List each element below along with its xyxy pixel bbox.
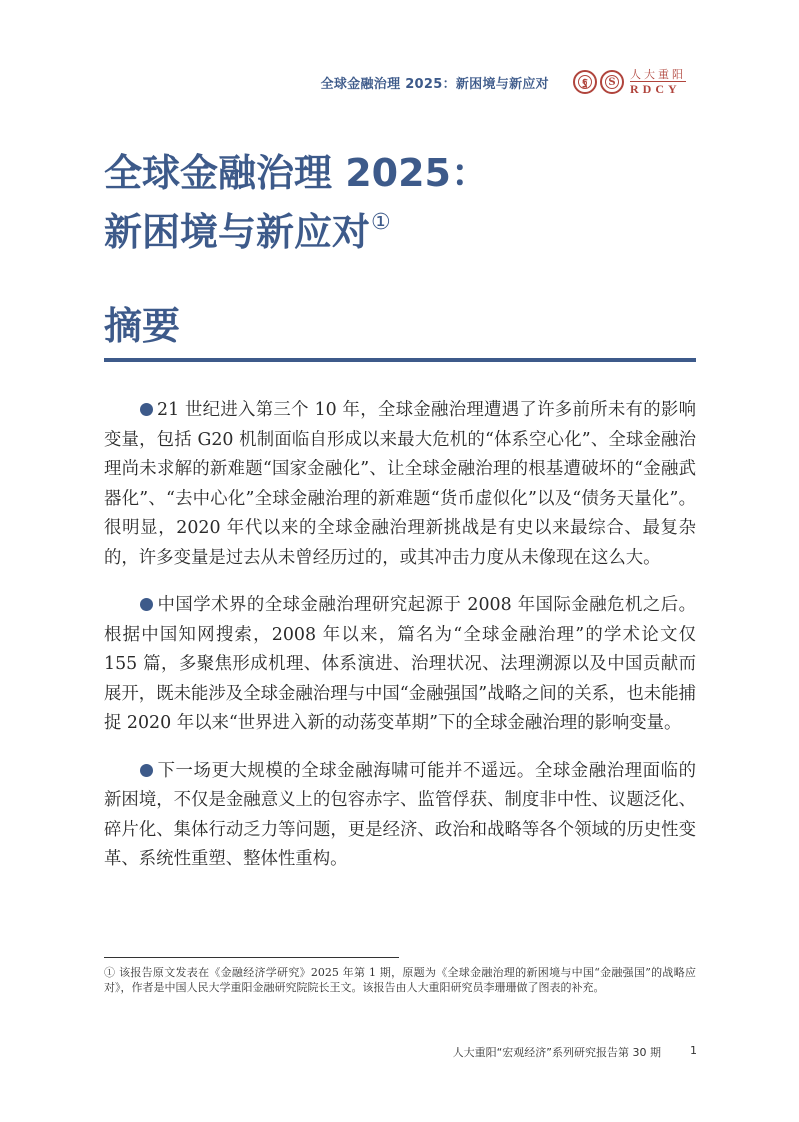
abstract-body bbox=[104, 396, 696, 893]
footnote-divider bbox=[104, 957, 399, 958]
paragraph-text: 下一场更大规模的全球金融海啸可能并不遥远。全球金融治理面临的新困境，不仅是金融意义上的包容赤字、监管俘获、制度非中性、议题泛化、碎片化、集体行动乏力等问题，更是经济、政治和战略等各个领域的历史性变革、系统性重塑、整体性重构。 bbox=[104, 760, 696, 869]
institute-seal-icon bbox=[600, 70, 624, 94]
title-line-1: 全球金融治理 2025： bbox=[104, 151, 489, 195]
page-number: 1 bbox=[690, 1044, 697, 1057]
document-title bbox=[104, 148, 489, 257]
seal-glyph: ฐ bbox=[582, 76, 588, 88]
footnote-text: 该报告原文发表在《金融经济学研究》2025 年第 1 期，原题为《全球金融治理的新困境与中国“金融强国”的战略应对》，作者是中国人民大学重阳金融研究院院长王文。该报告由人大重阳研究员李珊珊做了图表的补充。 bbox=[104, 966, 697, 994]
bullet-icon bbox=[140, 403, 153, 416]
series-label: 人大重阳“宏观经济”系列研究报告第 30 期 bbox=[452, 1046, 661, 1059]
section-divider bbox=[104, 358, 696, 362]
abstract-paragraph-2 bbox=[104, 591, 696, 739]
bullet-icon bbox=[140, 598, 153, 611]
paragraph-text: 21 世纪进入第三个 10 年，全球金融治理遭遇了许多前所未有的影响变量，包括 G20 机制面临自形成以来最大危机的“体系空心化”、全球金融治理尚未求解的新难题“国家金融化”、让全球金融治理的根基遭破坏的“金融武器化”、“去中心化”全球金融治理的新难题“货币虚似化”以及“债务天量化”。很明显，2020 年代以来的全球金融治理新挑战是有史以来最综合、最复杂的，许多变量是过去从未曾经历过的，或其冲击力度从未像现在这么大。 bbox=[104, 400, 696, 568]
footnote bbox=[104, 966, 696, 995]
abstract-heading: 摘要 bbox=[104, 304, 181, 348]
logo-cn-text: 人大重阳 bbox=[630, 68, 686, 81]
page-footer bbox=[0, 1044, 799, 1064]
logo-wordmark bbox=[630, 69, 686, 95]
logo-en-text: RDCY bbox=[630, 82, 681, 96]
running-title: 全球金融治理 2025：新困境与新应对 bbox=[320, 77, 549, 92]
rdcy-logo bbox=[573, 68, 699, 96]
university-seal-icon bbox=[573, 70, 597, 94]
page-header bbox=[0, 68, 799, 98]
bullet-icon bbox=[140, 764, 153, 777]
abstract-paragraph-3 bbox=[104, 757, 696, 875]
title-footnote-link[interactable]: ① bbox=[371, 210, 391, 235]
paragraph-text: 中国学术界的全球金融治理研究起源于 2008 年国际金融危机之后。根据中国知网搜索，2008 年以来，篇名为“全球金融治理”的学术论文仅 155 篇，多聚焦形成机理、体系演进、治理状况、法理溯源以及中国贡献而展开，既未能涉及全球金融治理与中国“金融强国”战略之间的关系，也未能捕捉 2020 年以来“世界进入新的动荡变革期”下的全球金融治理的影响变量。 bbox=[104, 595, 696, 733]
abstract-paragraph-1 bbox=[104, 396, 696, 573]
title-line-2: 新困境与新应对 bbox=[104, 210, 371, 254]
footnote-mark: ① bbox=[104, 966, 116, 979]
seal-glyph: S bbox=[608, 76, 616, 88]
